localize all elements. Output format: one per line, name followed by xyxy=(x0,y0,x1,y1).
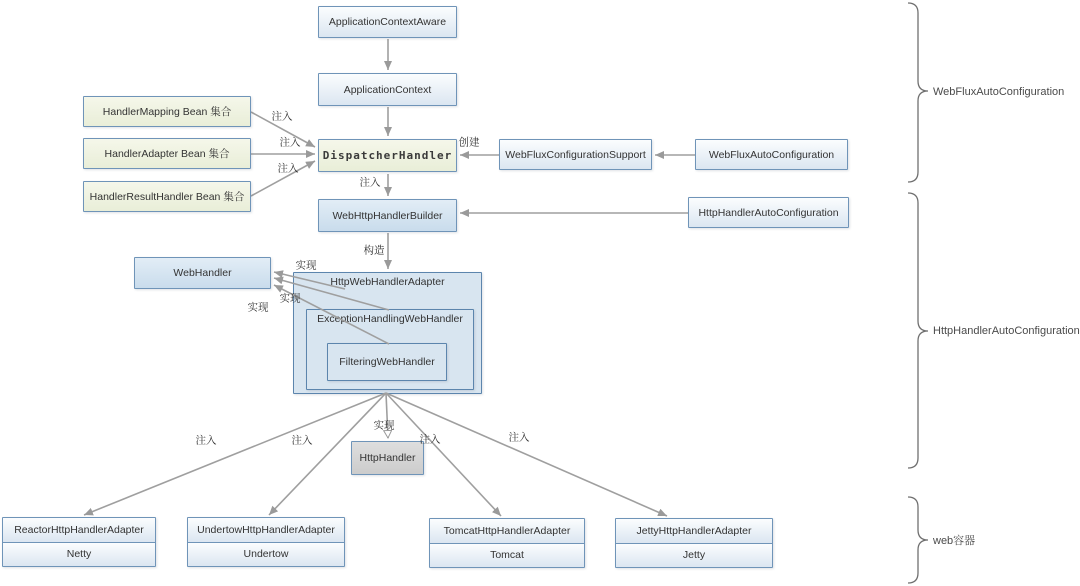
group-label-web-container: web容器 xyxy=(933,535,976,547)
node-label: ApplicationContext xyxy=(343,83,432,96)
edge-label-construct: 构造 xyxy=(363,244,385,257)
node-reactor-http-handler-adapter xyxy=(2,517,156,567)
edge-inject-jetty xyxy=(386,393,667,516)
edge-label-inject: 注入 xyxy=(277,162,299,175)
server-label: Netty xyxy=(3,543,155,567)
node-jetty-http-handler-adapter xyxy=(615,518,773,568)
server-label: Tomcat xyxy=(430,544,584,568)
edge-inject-reactor xyxy=(84,393,386,515)
node-handler-result-handler-beans xyxy=(83,181,251,212)
edge-label-implement: 实现 xyxy=(295,259,317,272)
node-handler-adapter-beans xyxy=(83,138,251,169)
edge-label-inject: 注入 xyxy=(359,176,381,189)
edge-label-inject: 注入 xyxy=(291,434,313,447)
brace-httphandler-group xyxy=(908,193,928,468)
brace-webflux-group xyxy=(908,3,928,182)
node-application-context xyxy=(318,73,457,106)
node-web-handler xyxy=(134,257,271,289)
node-handler-mapping-beans xyxy=(83,96,251,127)
edge-label-implement: 实现 xyxy=(279,292,301,305)
node-label: UndertowHttpHandlerAdapter xyxy=(188,518,344,543)
server-label: Jetty xyxy=(616,544,772,568)
edge-label-inject: 注入 xyxy=(195,434,217,447)
node-dispatcher-handler xyxy=(318,139,457,172)
node-label: WebHandler xyxy=(173,267,232,279)
node-label: HttpHandler xyxy=(359,452,416,464)
brace-web-container-group xyxy=(908,497,928,583)
node-http-handler xyxy=(351,441,424,475)
node-label: ExceptionHandlingWebHandler xyxy=(317,313,463,325)
node-label: HandlerMapping Bean 集合 xyxy=(102,106,232,118)
edge-label-implement: 实现 xyxy=(373,419,395,432)
node-label: ApplicationContextAware xyxy=(328,16,447,28)
node-web-http-handler-builder xyxy=(318,199,457,232)
node-label: JettyHttpHandlerAdapter xyxy=(616,519,772,544)
edge-label-create: 创建 xyxy=(458,136,480,149)
group-label-httphandler-autoconfiguration: HttpHandlerAutoConfiguration xyxy=(933,325,1080,337)
node-label: FilteringWebHandler xyxy=(339,356,435,368)
server-label: Undertow xyxy=(188,543,344,567)
edge-label-inject: 注入 xyxy=(271,110,293,123)
group-label-webflux-autoconfiguration: WebFluxAutoConfiguration xyxy=(933,86,1065,98)
node-application-context-aware xyxy=(318,6,457,38)
node-web-flux-auto-configuration xyxy=(695,139,848,170)
node-label: WebFluxConfigurationSupport xyxy=(505,148,646,161)
node-web-flux-configuration-support xyxy=(499,139,652,170)
node-undertow-http-handler-adapter xyxy=(187,517,345,567)
edge-label-implement: 实现 xyxy=(247,301,269,314)
node-label: HttpWebHandlerAdapter xyxy=(330,276,445,288)
node-label: WebHttpHandlerBuilder xyxy=(332,209,443,222)
edge-label-inject: 注入 xyxy=(508,431,530,444)
node-label: ReactorHttpHandlerAdapter xyxy=(3,518,155,543)
node-label: TomcatHttpHandlerAdapter xyxy=(430,519,584,544)
edge-label-inject: 注入 xyxy=(279,136,301,149)
node-label: HandlerAdapter Bean 集合 xyxy=(104,148,230,160)
node-label: WebFluxAutoConfiguration xyxy=(708,148,835,161)
node-label: DispatcherHandler xyxy=(322,149,453,162)
node-http-handler-auto-configuration xyxy=(688,197,849,228)
node-label: HandlerResultHandler Bean 集合 xyxy=(89,191,245,203)
node-tomcat-http-handler-adapter xyxy=(429,518,585,568)
edge-label-inject: 注入 xyxy=(419,433,441,446)
node-label: HttpHandlerAutoConfiguration xyxy=(698,206,839,219)
